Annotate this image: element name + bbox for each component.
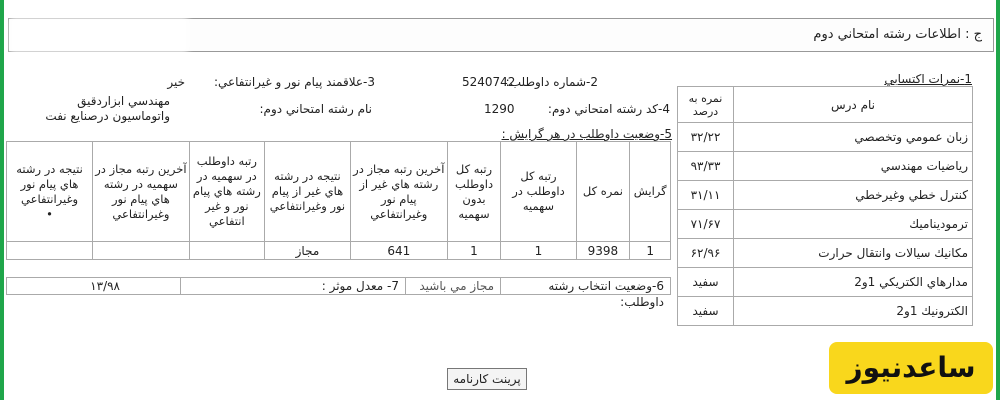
status-header-text: رتبه كل داوطلب بدون سهميه xyxy=(454,161,494,221)
grade-row xyxy=(678,297,973,326)
status-header-text: آخرين رتبه مجاز در رشته هاي غير از پيام نور وغيرانتفاعي xyxy=(353,161,445,221)
course-name: زبان عمومي وتخصصي xyxy=(734,123,973,152)
status-header xyxy=(350,142,447,242)
interest-label: 3-علاقمند پيام نور و غيرانتفاعي: xyxy=(213,75,375,89)
course-percent: ۷۱/۶۷ xyxy=(678,210,734,239)
col-percent: نمره به درصد xyxy=(678,87,734,123)
code-value: 1290 xyxy=(484,102,515,116)
interest-value: خير xyxy=(167,75,185,89)
status-header xyxy=(447,142,501,242)
status-header-text: آخرين رتبه مجاز در سهميه در رشته هاي پيام نور وغيرانتفاعي xyxy=(95,161,187,221)
selection-row xyxy=(6,277,671,309)
course-percent: ۳۱/۱۱ xyxy=(678,181,734,210)
status-cell xyxy=(189,242,264,260)
redacted-area xyxy=(14,22,184,48)
code-label: 4-كد رشته امتحاني دوم: xyxy=(547,102,670,116)
selection-label: 6-وضعيت انتخاب رشته داوطلب: xyxy=(500,278,670,294)
status-header xyxy=(264,142,350,242)
course-name: كنترل خطي وغيرخطي xyxy=(734,181,973,210)
selection-value: مجاز مي باشيد xyxy=(405,278,500,294)
course-name: الكترونيك 1و2 xyxy=(734,297,973,326)
grade-row xyxy=(678,210,973,239)
course-name: ترموديناميك xyxy=(734,210,973,239)
candidate-no: 5240742 xyxy=(462,75,516,89)
name-line2: واتوماسيون درصنايع نفت xyxy=(45,109,170,123)
status-header-text: نتيجه در رشته هاي پيام نور وغيرانتفاعي xyxy=(16,161,83,206)
status-table xyxy=(6,141,671,260)
status-cell: 1 xyxy=(501,242,576,260)
status-cell xyxy=(93,242,190,260)
grades-table xyxy=(677,86,973,326)
status-header-text: رتبه داوطلب در سهميه در رشته هاي پيام نور و غير انتفاعي xyxy=(192,154,261,228)
status-header xyxy=(576,142,630,242)
status-header xyxy=(189,142,264,242)
status-cell: 1 xyxy=(447,242,501,260)
course-percent: سفيد xyxy=(678,297,734,326)
course-percent: سفيد xyxy=(678,268,734,297)
name-label: نام رشته امتحاني دوم: xyxy=(259,102,372,116)
status-header-text: رتبه كل داوطلب در سهميه xyxy=(512,169,565,213)
course-name: مدارهاي الكتريكي 1و2 xyxy=(734,268,973,297)
status-cell xyxy=(7,242,93,260)
status-header-text: نمره كل xyxy=(582,184,623,198)
grades-title: 1-نمرات اكتسابي xyxy=(884,72,972,86)
grade-row xyxy=(678,152,973,181)
grade-row xyxy=(678,239,973,268)
status-header xyxy=(7,142,93,242)
status-cell: مجاز xyxy=(264,242,350,260)
candidate-no-label: 2-شماره داوطلب: xyxy=(505,75,598,89)
course-percent: ۶۲/۹۶ xyxy=(678,239,734,268)
gpa-label: 7- معدل موثر : xyxy=(180,278,405,294)
status-cell: 1 xyxy=(630,242,671,260)
status-cell: 641 xyxy=(350,242,447,260)
print-button[interactable]: پرينت كارنامه xyxy=(447,368,527,390)
name-line1: مهندسي ابزاردقيق xyxy=(77,94,170,108)
status-header xyxy=(630,142,671,242)
status-header-text: نتيجه در رشته هاي غير از پيام نور وغيرانتفاعي xyxy=(269,169,346,213)
course-name: مكانيك سيالات وانتقال حرارت xyxy=(734,239,973,268)
grade-row xyxy=(678,123,973,152)
status-label: 5-وضعيت داوطلب در هر گرايش : xyxy=(501,127,672,141)
grade-row xyxy=(678,181,973,210)
section-title: ج : اطلاعات رشته امتحاني دوم xyxy=(813,27,982,42)
grade-row xyxy=(678,268,973,297)
col-course: نام درس xyxy=(734,87,973,123)
course-percent: ۹۳/۳۳ xyxy=(678,152,734,181)
status-header xyxy=(501,142,576,242)
header-note: • xyxy=(46,206,53,221)
watermark-logo: ساعدنیوز xyxy=(829,342,993,394)
course-percent: ۳۲/۲۲ xyxy=(678,123,734,152)
status-header xyxy=(93,142,190,242)
gpa-value: ۱۳/۹۸ xyxy=(90,279,120,293)
course-name: رياضيات مهندسي xyxy=(734,152,973,181)
status-header-text: گرايش xyxy=(633,184,667,198)
status-cell: 9398 xyxy=(576,242,630,260)
